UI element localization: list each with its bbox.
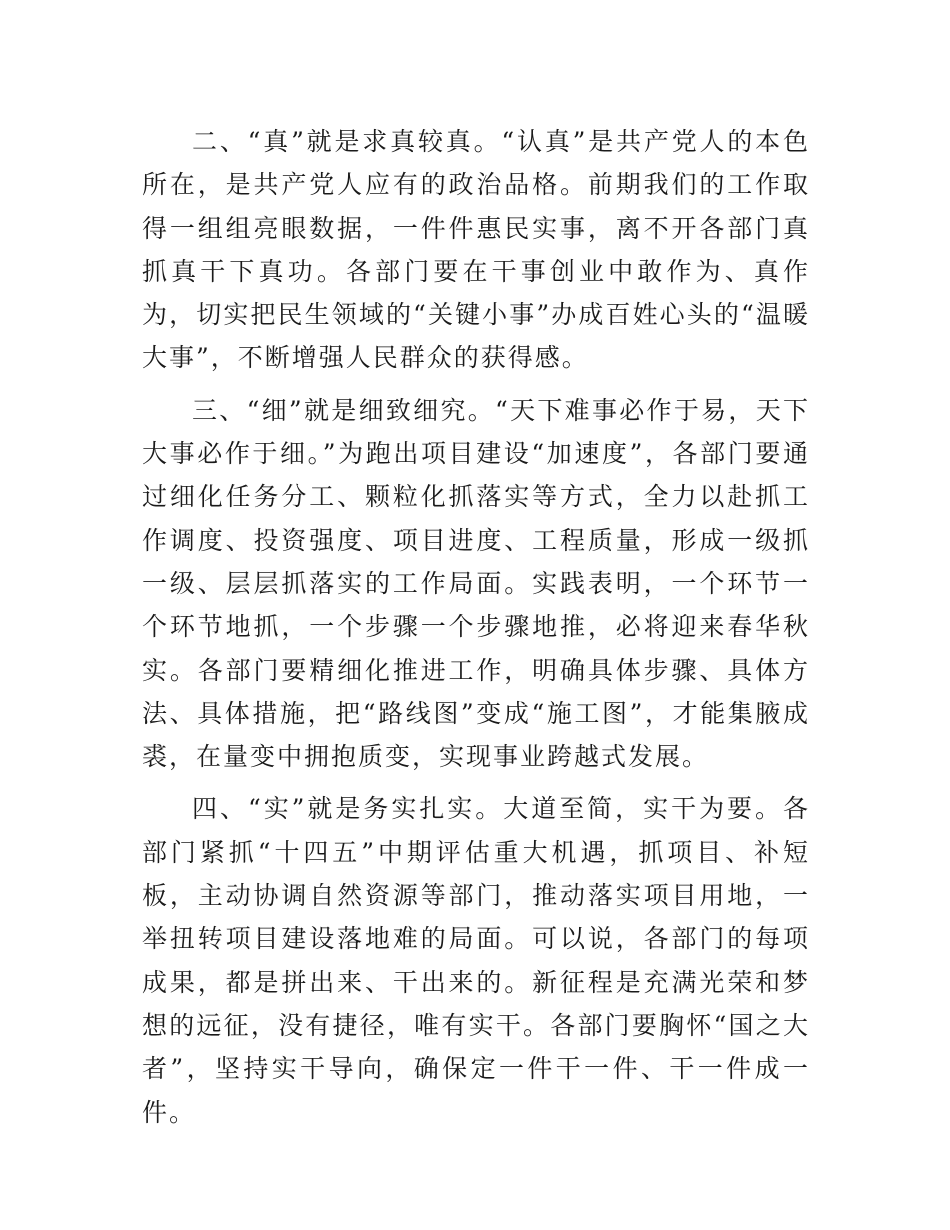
paragraph-zhen: 二、“真”就是求真较真。“认真”是共产党人的本色所在，是共产党人应有的政治品格。前期我们的工作取得一组组亮眼数据，一件件惠民实事，离不开各部门真抓真干下真功。各部门要在干事创业中敢作为、真作为，切实把民生领域的“关键小事”办成百姓心头的“温暖大事”，不断增强人民群众的获得感。 — [142, 127, 810, 373]
paragraph-xi: 三、“细”就是细致细究。“天下难事必作于易，天下大事必作于细。”为跑出项目建设“加速度”，各部门要通过细化任务分工、颗粒化抓落实等方式，全力以赴抓工作调度、投资强度、项目进度、工程质量，形成一级抓一级、层层抓落实的工作局面。实践表明，一个环节一个环节地抓，一个步骤一个步骤地推，必将迎来春华秋实。各部门要精细化推进工作，明确具体步骤、具体方法、具体措施，把“路线图”变成“施工图”，才能集腋成裘，在量变中拥抱质变，实现事业跨越式发展。 — [142, 395, 810, 772]
paragraph-shi: 四、“实”就是务实扎实。大道至简，实干为要。各部门紧抓“十四五”中期评估重大机遇，抓项目、补短板，主动协调自然资源等部门，推动落实项目用地，一举扭转项目建设落地难的局面。可以说，各部门的每项成果，都是拼出来、干出来的。新征程是充满光荣和梦想的远征，没有捷径，唯有实干。各部门要胸怀“国之大者”，坚持实干导向，确保定一件干一件、干一件成一件。 — [142, 794, 810, 1127]
